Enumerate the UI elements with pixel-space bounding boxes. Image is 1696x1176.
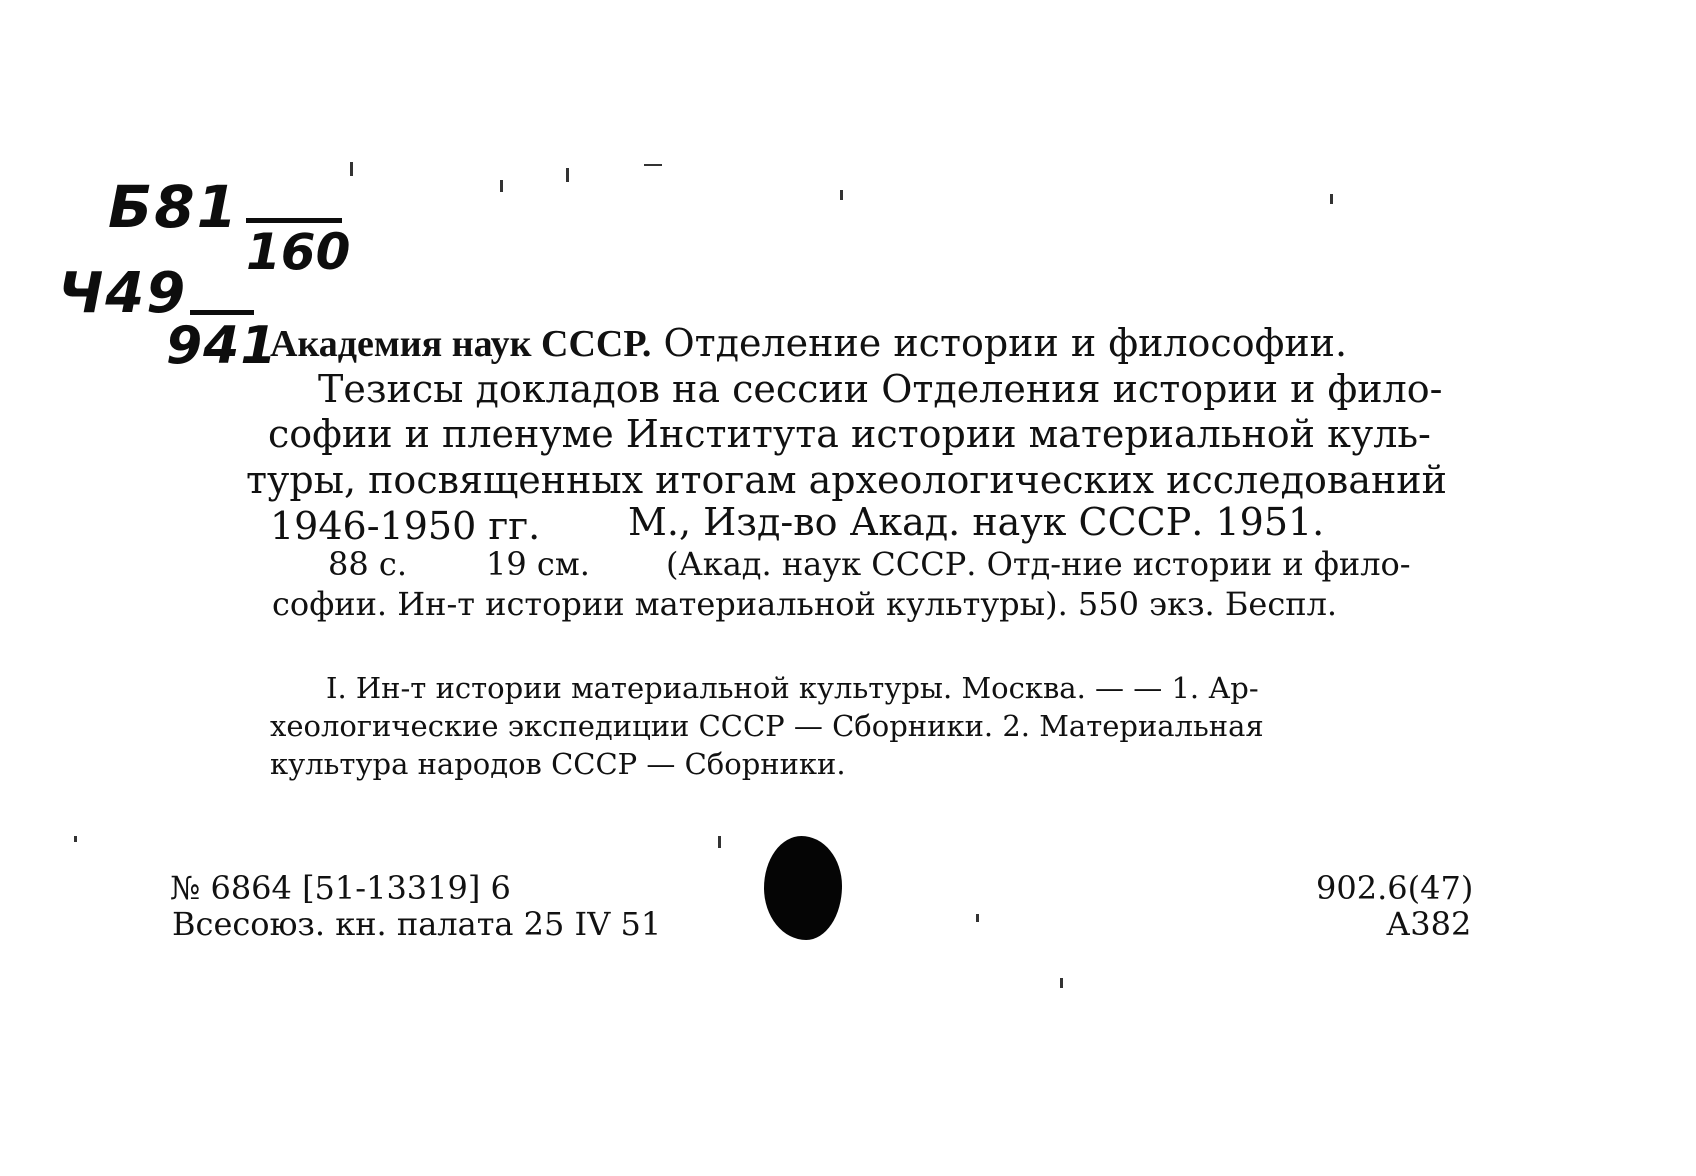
title-years: 1946-1950 гг. [270, 504, 541, 548]
classification-number: 902.6(47) [1316, 869, 1474, 907]
scan-speck [566, 168, 569, 182]
scan-speck [350, 162, 353, 176]
scan-speck [500, 180, 503, 192]
handwritten-call-number-numerator: Ч49 [58, 261, 188, 326]
entry-heading-subdivision: Отделение истории и философии. [663, 321, 1348, 365]
scan-speck [976, 914, 979, 922]
collation-size: 19 см. [486, 545, 590, 583]
tracing-line: I. Ин-т истории материальной культуры. Москва. — — 1. Ар- [326, 671, 1259, 705]
tracing-line: культура народов СССР — Сборники. [270, 747, 846, 781]
card-number: № 6864 [51-13319] 6 [170, 869, 511, 907]
book-chamber-stamp: Всесоюз. кн. палата 25 IV 51 [172, 905, 662, 943]
imprint: М., Изд-во Акад. наук СССР. 1951. [628, 500, 1325, 544]
handwritten-shelf-mark-denominator: 160 [246, 218, 342, 277]
punch-hole [764, 836, 842, 940]
title-line: софии и пленуме Института истории материальной куль- [268, 412, 1431, 456]
scan-speck [840, 190, 843, 200]
scan-speck [718, 836, 721, 848]
tracing-line: хеологические экспедиции СССР — Сборники. 2. Материальная [270, 709, 1264, 743]
entry-heading-author: Академия наук СССР. [270, 323, 652, 365]
author-mark: А382 [1386, 905, 1472, 943]
collation-pages: 88 с. [328, 545, 407, 583]
handwritten-shelf-mark-numerator: Б81 [108, 173, 239, 241]
series-note: софии. Ин-т истории материальной культуры). 550 экз. Беспл. [272, 585, 1338, 623]
scan-speck [1060, 978, 1063, 988]
series-note: (Акад. наук СССР. Отд-ние истории и фило- [666, 545, 1411, 583]
title-line: туры, посвященных итогам археологических исследований [246, 458, 1447, 502]
scan-speck [74, 836, 77, 842]
title-line: Тезисы докладов на сессии Отделения истории и фило- [318, 367, 1443, 411]
handwritten-dash [190, 310, 254, 315]
entry-heading [270, 321, 1348, 365]
scan-speck [644, 164, 662, 166]
handwritten-call-number-denominator: 941 [166, 316, 278, 376]
scan-speck [1330, 194, 1333, 204]
